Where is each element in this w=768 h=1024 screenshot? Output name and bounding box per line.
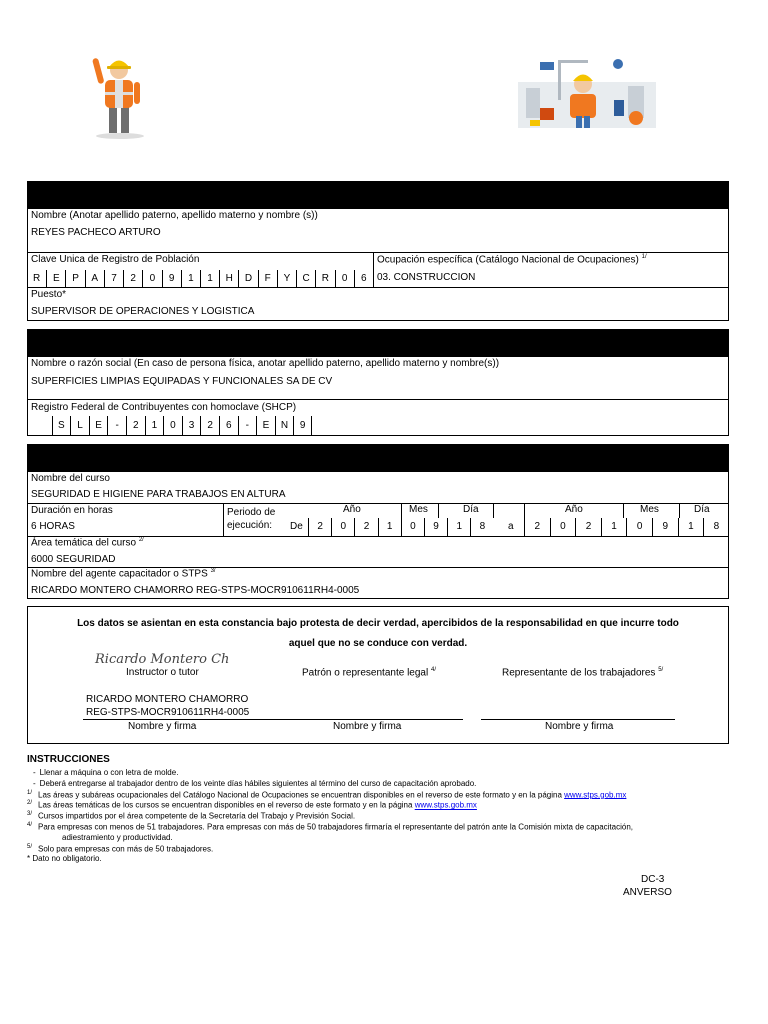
- end-year-label: Año: [565, 504, 583, 515]
- footer-side: ANVERSO: [623, 887, 672, 898]
- instructor-name: RICARDO MONTERO CHAMORRO: [86, 694, 249, 705]
- instruction-line: [27, 844, 213, 854]
- instructor-nombre-firma: Nombre y firma: [128, 721, 197, 732]
- start-date-cells: [308, 518, 494, 536]
- instruction-line: [27, 811, 355, 821]
- instruction-mark: 4/: [27, 822, 33, 828]
- end-digit-7: 8: [703, 518, 729, 536]
- start-digit-3: 1: [378, 518, 401, 536]
- period-label-2: ejecución:: [227, 520, 273, 531]
- curp-char-16: 0: [335, 270, 354, 287]
- course-section-header: [27, 444, 729, 471]
- end-month-label: Mes: [640, 504, 659, 515]
- end-digit-6: 1: [678, 518, 704, 536]
- a-label: a: [508, 521, 514, 532]
- rfc-char-8: 3: [182, 416, 201, 435]
- rfc-char-10: 6: [219, 416, 238, 435]
- worker-tools-illustration: [518, 52, 656, 128]
- occupation-value: 03. CONSTRUCCION: [377, 272, 476, 283]
- rfc-cells: [33, 416, 312, 435]
- end-date-cells: [524, 518, 729, 536]
- curp-char-1: E: [46, 270, 65, 287]
- declaration-line-1: Los datos se asientan en esta constancia bajo protesta de decir verdad, apercibidos de la responsabilidad en que incurre todo: [77, 618, 679, 629]
- instructor-signature: Ricardo Montero Ch: [95, 652, 230, 667]
- instruction-text: Cursos impartidos por el área competente de la Secretaría del Trabajo y Previsión Social.: [38, 811, 356, 821]
- rfc-label: Registro Federal de Contribuyentes con homoclave (SHCP): [31, 402, 297, 413]
- start-digit-0: 2: [308, 518, 331, 536]
- instruction-text: adiestramiento y productividad.: [62, 832, 173, 842]
- end-digit-0: 2: [524, 518, 550, 536]
- instruction-line: [33, 779, 476, 788]
- end-day-label: Día: [694, 504, 710, 515]
- instruction-mark: -: [33, 768, 36, 777]
- curp-cells: [27, 270, 373, 287]
- stps-link[interactable]: www.stps.gob.mx: [414, 801, 477, 811]
- instruction-line: [62, 833, 173, 842]
- curp-char-0: R: [32, 273, 41, 284]
- curp-char-8: 1: [181, 270, 200, 287]
- instructor-reg: REG-STPS-MOCR910611RH4-0005: [86, 707, 250, 718]
- course-name-value: SEGURIDAD E HIGIENE PARA TRABAJOS EN ALTURA: [31, 489, 286, 500]
- curp-char-5: 2: [123, 270, 142, 287]
- rfc-char-11: -: [238, 416, 257, 435]
- instructions-title: INSTRUCCIONES: [27, 754, 110, 765]
- instruction-line: [27, 790, 626, 800]
- instruction-mark: 1/: [27, 789, 33, 796]
- rfc-char-7: 0: [163, 416, 182, 435]
- worker-name-value: REYES PACHECO ARTURO: [31, 227, 161, 238]
- agent-label: Nombre del agente capacitador o STPS $^{3/}$: [31, 568, 216, 580]
- puesto-value: SUPERVISOR DE OPERACIONES Y LOGISTICA: [31, 306, 255, 317]
- end-digit-2: 2: [575, 518, 601, 536]
- end-digit-4: 0: [626, 518, 652, 536]
- worker-section-header: [27, 181, 729, 208]
- start-digit-5: 9: [424, 518, 447, 536]
- instructor-label: Instructor o tutor: [126, 667, 199, 678]
- workers-nombre-firma: Nombre y firma: [545, 721, 614, 732]
- rfc-char-9: 2: [200, 416, 219, 435]
- company-section-header: [27, 329, 729, 356]
- rfc-char-2: L: [70, 416, 89, 435]
- course-name-label: Nombre del curso: [31, 473, 110, 484]
- de-label: De: [290, 521, 303, 532]
- end-digit-3: 1: [601, 518, 627, 536]
- curp-char-6: 0: [142, 270, 161, 287]
- curp-char-7: 9: [162, 270, 181, 287]
- agent-value: RICARDO MONTERO CHAMORRO REG-STPS-MOCR910611RH4-0005: [31, 585, 360, 596]
- curp-char-17: 6: [354, 270, 373, 287]
- instruction-line: [27, 800, 477, 810]
- curp-char-10: H: [219, 270, 238, 287]
- start-digit-4: 0: [401, 518, 424, 536]
- start-month-label: Mes: [409, 504, 428, 515]
- occupation-label: Ocupación específica (Catálogo Nacional de Ocupaciones) $^{1/}$: [377, 254, 647, 266]
- instruction-text: Deberá entregarse al trabajador dentro de los veinte días hábiles siguientes al término del curso de capacitación aprobado.: [39, 778, 477, 788]
- curp-label: Clave Unica de Registro de Población: [31, 254, 200, 265]
- instruction-text: * Dato no obligatorio.: [27, 854, 102, 864]
- instruction-text: Para empresas con menos de 51 trabajadores. Para empresas con más de 50 trabajadores firmaría el representante del patrón ante la Comisión mixta de capacitación,: [38, 822, 634, 832]
- patron-label: Patrón o representante legal $^{4/}$: [302, 667, 436, 679]
- curp-char-11: D: [238, 270, 257, 287]
- start-digit-2: 2: [354, 518, 377, 536]
- instruction-mark: 5/: [27, 843, 33, 850]
- worker-waving-icon: [85, 50, 155, 140]
- instruction-text: Las áreas y subáreas ocupacionales del Catálogo Nacional de Ocupaciones se encuentran disponibles en el reverso de este formato y en la página: [38, 790, 565, 800]
- company-name-label: Nombre o razón social (En caso de persona física, anotar apellido paterno, apellido materno y nombre(s)): [31, 358, 500, 369]
- company-name-value: SUPERFICIES LIMPIAS EQUIPADAS Y FUNCIONALES SA DE CV: [31, 376, 333, 387]
- curp-char-15: R: [315, 270, 334, 287]
- workers-rep-label: Representante de los trabajadores $^{5/}$: [502, 667, 664, 679]
- area-label: Área temática del curso $^{2/}$: [31, 537, 144, 549]
- instruction-line: [33, 768, 178, 777]
- instruction-mark: 3/: [27, 811, 33, 818]
- stps-link[interactable]: www.stps.gob.mx: [564, 790, 627, 800]
- rfc-char-12: E: [256, 416, 275, 435]
- worker-name-label: Nombre (Anotar apellido paterno, apellido materno y nombre (s)): [31, 210, 318, 221]
- instruction-line: [27, 822, 633, 832]
- declaration-line-2: aquel que no se conduce con verdad.: [288, 638, 468, 649]
- area-value: 6000 SEGURIDAD: [31, 554, 116, 565]
- curp-char-12: F: [258, 270, 277, 287]
- instruction-mark: -: [33, 778, 36, 788]
- rfc-char-14: 9: [293, 416, 312, 435]
- rfc-char-5: 2: [126, 416, 145, 435]
- rfc-char-1: S: [52, 416, 71, 435]
- start-digit-7: 8: [470, 518, 493, 536]
- start-year-label: Año: [343, 504, 361, 515]
- rfc-char-3: E: [89, 416, 108, 435]
- curp-char-13: Y: [277, 270, 296, 287]
- start-digit-6: 1: [447, 518, 470, 536]
- rfc-char-0: [33, 416, 52, 435]
- rfc-char-4: -: [107, 416, 126, 435]
- footer-code: DC-3: [641, 874, 665, 885]
- duration-label: Duración en horas: [31, 505, 113, 516]
- curp-char-9: 1: [200, 270, 219, 287]
- rfc-char-6: 1: [145, 416, 164, 435]
- puesto-label: Puesto*: [31, 289, 67, 300]
- instruction-text: Solo para empresas con más de 50 trabajadores.: [38, 844, 214, 854]
- start-digit-1: 0: [331, 518, 354, 536]
- curp-char-2: P: [65, 270, 84, 287]
- instruction-mark: 2/: [27, 800, 33, 807]
- end-digit-1: 0: [550, 518, 576, 536]
- instruction-text: Las áreas temáticas de los cursos se encuentran disponibles en el reverso de este formato y en la página: [38, 801, 415, 811]
- instruction-line: [27, 854, 102, 863]
- start-day-label: Día: [463, 504, 479, 515]
- rfc-char-13: N: [275, 416, 294, 435]
- curp-char-14: C: [296, 270, 315, 287]
- period-label-1: Periodo de: [227, 507, 276, 518]
- instruction-text: Llenar a máquina o con letra de molde.: [39, 768, 179, 777]
- end-digit-5: 9: [652, 518, 678, 536]
- duration-value: 6 HORAS: [31, 521, 75, 532]
- curp-char-4: 7: [104, 270, 123, 287]
- curp-char-3: A: [85, 270, 104, 287]
- patron-nombre-firma: Nombre y firma: [333, 721, 402, 732]
